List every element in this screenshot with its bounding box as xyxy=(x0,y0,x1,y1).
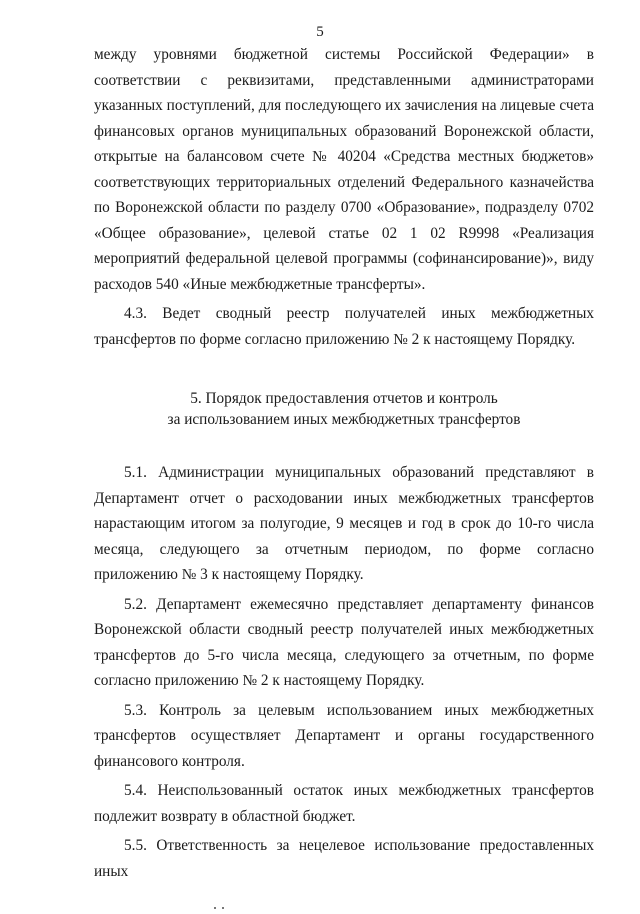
body-text xyxy=(94,42,594,884)
paragraph-5-1: 5.1. Администрации муниципальных образований представляют в Департамент отчет о расходовании иных межбюджетных трансфертов нарастающим итогом за полугодие, 9 месяцев и год в срок до 10-го числа месяца, следующего за отчетным периодом, по форме согласно приложению № 3 к настоящему Порядку. xyxy=(94,464,594,583)
section-heading xyxy=(94,388,594,430)
section-heading-line-2: за использованием иных межбюджетных трансфертов xyxy=(167,411,521,428)
page-number: 5 xyxy=(316,24,324,40)
paragraph-5-3: 5.3. Контроль за целевым использованием иных межбюджетных трансфертов осуществляет Департамент и органы государственного финансового контроля. xyxy=(94,701,594,770)
paragraph-5-2: 5.2. Департамент ежемесячно представляет департаменту финансов Воронежской области сводный реестр получателей иных межбюджетных трансфертов до 5-го числа месяца, следующего за отчетным, по форме согласно приложению № 2 к настоящему Порядку. xyxy=(94,595,594,689)
paragraph-continuation: между уровнями бюджетной системы Российской Федерации» в соответствии с реквизитами, представленными администраторами указанных поступлений, для последующего их зачисления на лицевые счета финансовых органов муниципальных образований Воронежской области, открытые на балансовом счете № 40204 «Средства местных бюджетов» соответствующих территориальных отделений Федерального казначейства по Воронежской области по разделу 0700 «Образование», подразделу 0702 «Общее образование», целевой статье 02 1 02 R9998 «Реализация мероприятий федеральной целевой программы (софинансирование)», виду расходов 540 «Иные межбюджетные трансферты». xyxy=(94,46,594,293)
paragraph-5-4: 5.4. Неиспользованный остаток иных межбюджетных трансфертов подлежит возврату в областной бюджет. xyxy=(94,782,594,825)
scan-artifact xyxy=(214,896,244,899)
paragraph-5-5: 5.5. Ответственность за нецелевое использование предоставленных иных xyxy=(94,837,594,880)
section-heading-line-1: 5. Порядок предоставления отчетов и контроль xyxy=(190,390,498,407)
paragraph-4-3: 4.3. Ведет сводный реестр получателей иных межбюджетных трансфертов по форме согласно приложению № 2 к настоящему Порядку. xyxy=(94,305,594,348)
